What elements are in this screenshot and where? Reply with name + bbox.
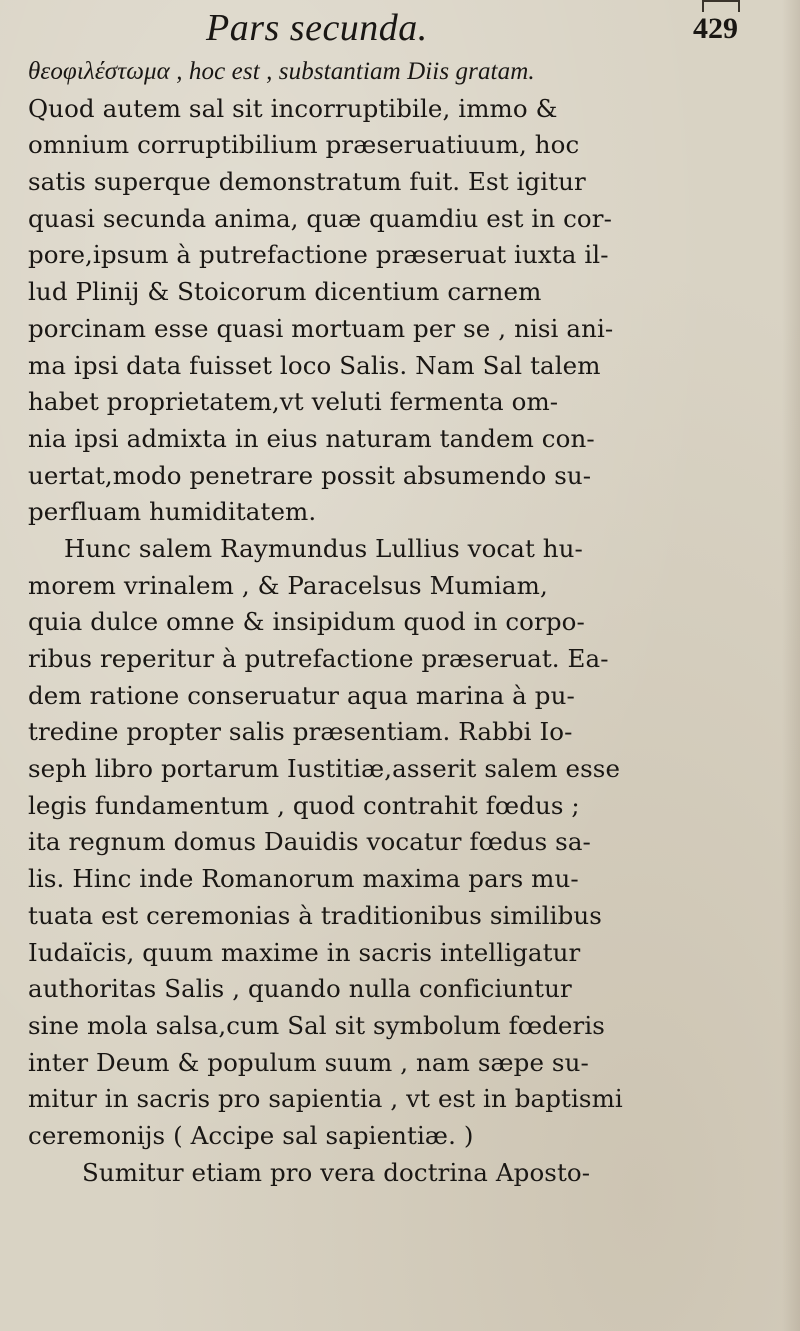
text-line: legis fundamentum , quod contrahit fœdus ; (28, 790, 580, 820)
body-text (28, 54, 780, 1191)
text-line: perfluam humiditatem. (28, 497, 317, 527)
text-line: ribus reperitur à putrefactione præseruat. Ea- (28, 644, 609, 673)
text-line: quasi secunda anima, quæ quamdiu est in cor- (28, 203, 612, 233)
paragraph-start-line: Hunc salem Raymundus Lullius vocat hu- (64, 533, 583, 563)
text-line: authoritas Salis , quando nulla conficiuntur (28, 974, 572, 1004)
text-line: morem vrinalem , & Paracelsus Mumiam, (28, 570, 548, 600)
text-line: ma ipsi data fuisset loco Salis. Nam Sal talem (28, 350, 601, 380)
text-line: lud Plinij & Stoicorum dicentium carnem (28, 277, 542, 307)
corner-bracket-mark (702, 0, 740, 12)
text-line: omnium corruptibilium præseruatiuum, hoc (28, 130, 580, 160)
text-line: uertat,modo penetrare possit absumendo su- (28, 460, 592, 490)
text-line: sine mola salsa,cum Sal sit symbolum fœderis (28, 1010, 605, 1040)
text-line: θεοφιλέστωμα , hoc est , substantiam Diis gratam. (28, 58, 535, 85)
running-head: Pars secunda. (206, 7, 428, 49)
text-line: seph libro portarum Iustitiæ,asserit salem esse (28, 754, 621, 784)
text-line: satis superque demonstratum fuit. Est igitur (28, 167, 586, 197)
text-line: inter Deum & populum suum , nam sæpe su- (28, 1047, 589, 1077)
text-line: lis. Hinc inde Romanorum maxima pars mu- (28, 864, 579, 894)
text-line: porcinam esse quasi mortuam per se , nisi ani- (28, 313, 614, 343)
text-line: pore,ipsum à putrefactione præseruat iuxta il- (28, 240, 609, 270)
text-line: Iudaïcis, quum maxime in sacris intelligatur (28, 937, 581, 967)
page-header (26, 0, 780, 52)
page-number: 429 (693, 12, 738, 45)
text-line: nia ipsi admixta in eius naturam tandem con- (28, 423, 595, 453)
text-line: tredine propter salis præsentiam. Rabbi Io- (28, 717, 573, 747)
text-line: quia dulce omne & insipidum quod in corpo- (28, 607, 585, 637)
text-line: mitur in sacris pro sapientia , vt est in baptismi (28, 1084, 623, 1114)
text-line: ita regnum domus Dauidis vocatur fœdus sa- (28, 827, 591, 857)
text-line: Quod autem sal sit incorruptibile, immo & (28, 93, 558, 123)
text-line-catchword: Sumitur etiam pro vera doctrina Aposto- (82, 1157, 591, 1187)
page-edge-shadow (782, 0, 800, 1331)
text-line: dem ratione conseruatur aqua marina à pu- (28, 680, 575, 710)
text-line: ceremonijs ( Accipe sal sapientiæ. ) (28, 1120, 474, 1150)
text-line: tuata est ceremonias à traditionibus similibus (28, 900, 602, 930)
text-line: habet proprietatem,vt veluti fermenta om- (28, 387, 559, 417)
